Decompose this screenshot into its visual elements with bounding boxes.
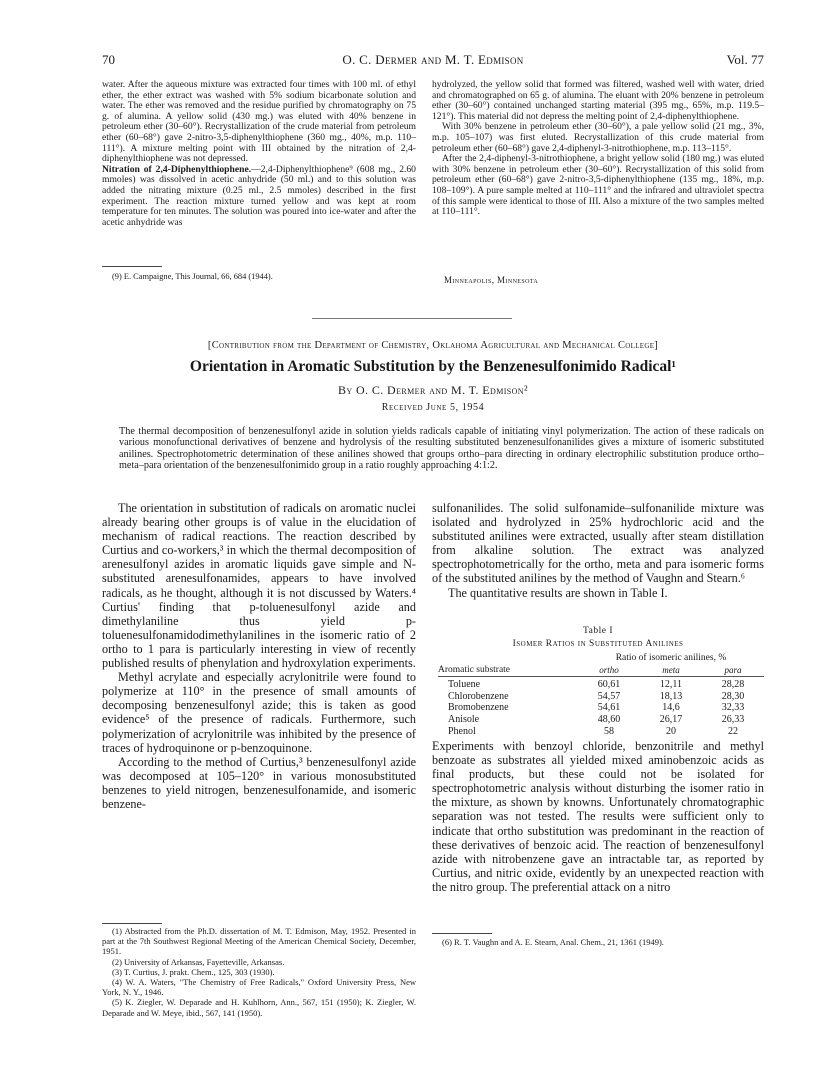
table-header-meta: meta — [662, 664, 680, 675]
paragraph: The orientation in substitution of radicals on aromatic nuclei already bearing other groups is of value in the elucidation of mechanism of radical reactions. The reaction described by Curtius and co-workers,³ in which the thermal decomposition of arenesulfonyl azides in aromatic liquids gave simple and N-substituted arenesulfonamides, appears to have involved radicals, as he thought, although it is not discussed by Waters.⁴ Curtius' finding that p-toluenesulfonyl azide and dimethylaniline thus yield p-toluenesulfonamidodimethylanilines in the isomeric ratio of 2 ortho to 1 para is particularly interesting in view of recently published results of phenylation and hydroxylation experiments. — [102, 501, 416, 671]
footnote: (3) T. Curtius, J. prakt. Chem., 125, 303 (1930). — [112, 966, 275, 977]
table-cell-meta: 18,13 — [659, 690, 683, 702]
running-header-authors: O. C. Dermer and M. T. Edmison — [342, 52, 524, 67]
paragraph: Experiments with benzoyl chloride, benzonitrile and methyl benzoate as substrates all yielded mixed aminobenzoic acids as final products, but these could not be isolated for spectrophotometric analysis without disturbing the isomer ratio in the mixture, as shown by knowns. Unfortunately chromatographic separation was not tested. The results were sufficient only to indicate that ortho substitution was predominant in the reaction of these derivatives of benzoic acid. The reaction of benzenesulfonyl azide with nitrobenzene gave an intractable tar, as reported by Curtius, and nitric oxide, evidently by an unexpected reaction with the nitro group. The preferential attack on a nitro — [432, 739, 764, 894]
paragraph: According to the method of Curtius,³ benzenesulfonyl azide was decomposed at 105–120° in various monosubstituted benzenes to yield nitrogen, benzenesulfonamide, and isomeric benzene- — [102, 754, 416, 811]
run-in-heading: Nitration of 2,4-Diphenylthiophene. — [102, 163, 252, 175]
byline: By O. C. Dermer and M. T. Edmison² — [338, 383, 528, 397]
isomer-ratio-table — [438, 653, 764, 737]
table-caption: Isomer Ratios in Substituted Anilines — [512, 639, 684, 649]
footnotes-left — [102, 926, 416, 1018]
table-cell-substrate: Anisole — [448, 713, 480, 725]
footnote: (5) K. Ziegler, W. Deparade and H. Kuhlhorn, Ann., 567, 151 (1950); K. Ziegler, W. Deparade and W. Meye, ibid., 567, 141 (1950). — [102, 997, 416, 1018]
table-cell-ortho: 58 — [603, 725, 614, 737]
paragraph: sulfonanilides. The solid sulfonamide–sulfonanilide mixture was isolated and hydrolyzed in 25% hydrochloric acid and the substituted anilines were extracted, usually after steam distillation from alkaline solution. The extract was analyzed spectrophotometrically for the ortho, meta and para isomeric forms of the substituted anilines by the method of Vaughn and Stearn.⁶ — [432, 501, 764, 586]
affiliation-place: Minneapolis, Minnesota — [444, 275, 539, 285]
table-cell-ortho: 54,61 — [597, 702, 621, 714]
abstract: The thermal decomposition of benzenesulfonyl azide in solution yields radicals capable of initiating vinyl polymerization. The action of these radicals on various monofunctional derivatives of benzene and hydrolysis of the resulting substituted benzenesulfonanilides gives a mixture of isomeric substituted anilines. Spectrophotometric determination of these anilines showed that groups ortho–para directing in ordinary electrophilic substitution produce ortho–meta–para orientation of the benzenesulfonimido group in a ratio roughly approaching 4:1:2. — [119, 426, 764, 472]
table-row — [438, 691, 764, 703]
table-cell-ortho: 54,57 — [597, 690, 621, 702]
table-cell-ortho: 60,61 — [597, 679, 621, 691]
footnote-rule — [102, 923, 162, 924]
footnote: (2) University of Arkansas, Fayetteville, Arkansas. — [112, 956, 285, 967]
table-cell-meta: 12,11 — [659, 679, 683, 691]
top-left-column — [102, 80, 416, 228]
volume-label: Vol. 77 — [726, 52, 764, 67]
top-right-column — [432, 80, 764, 218]
footnote: (1) Abstracted from the Ph.D. dissertation of M. T. Edmison, May, 1952. Presented in part at the 7th Southwest Regional Meeting of the American Chemical Society, December, 1951. — [102, 926, 416, 957]
main-right-column-continued — [432, 739, 764, 894]
article-title: Orientation in Aromatic Substitution by the Benzenesulfonimido Radical¹ — [189, 358, 677, 375]
footnote: (4) W. A. Waters, "The Chemistry of Free Radicals," Oxford University Press, New York, N. Y., 1946. — [102, 977, 416, 998]
footnote: (9) E. Campaigne, This Journal, 66, 684 (1944). — [112, 272, 273, 281]
table-cell-meta: 14,6 — [662, 702, 680, 714]
table-header-ortho: ortho — [599, 664, 619, 675]
table-header-cell — [438, 653, 578, 665]
paragraph: With 30% benzene in petroleum ether (30–60°), a pale yellow solid (21 mg., 3%, m.p. 105–107) was first eluted. Recrystallization of this crude material from petroleum ether (60–68°) gave 2,4-diphenyl-3-nitrothiophene, m.p. 113–115°. — [432, 121, 764, 154]
paragraph: After the 2,4-diphenyl-3-nitrothiophene, a bright yellow solid (180 mg.) was eluted with 30% benzene in petroleum ether (30–60°). Recrystallization of this solid from petroleum ether (60–68°) gave 2-nitro-3,5-diphenylthiophene (135 mg., 18%, m.p. 108–109°). A pure sample melted at 110–111° and the infrared and ultraviolet spectra of this sample were identical to those of III. Also a mixture of the two samples melted at 110–111°. — [432, 153, 764, 218]
contribution-line: [Contribution from the Department of Chemistry, Oklahoma Agricultural and Mechanical College] — [207, 340, 659, 351]
section-separator — [312, 318, 512, 319]
table-cell-substrate: Chlorobenzene — [448, 690, 509, 702]
paragraph-text: —2,4-Diphenylthiophene⁹ (608 mg., 2.60 mmoles) was dissolved in acetic anhydride (50 ml.) and to this solution was added the nitrating mixture (0.25 ml., 2.5 mmoles) described in the first experiment. The reaction mixture turned yellow and was kept at room temperature for ten minutes. The solution was poured into ice-water and after the acetic anhydride was — [102, 163, 416, 228]
table-row — [438, 679, 764, 691]
table-cell-para: 26,33 — [721, 713, 745, 725]
table-group-header: Ratio of isomeric anilines, % — [615, 653, 727, 663]
main-right-column — [432, 501, 764, 600]
page-number: 70 — [102, 52, 115, 67]
table-cell-para: 28,28 — [721, 679, 745, 691]
table-cell-ortho: 48,60 — [597, 713, 621, 725]
paragraph: water. After the aqueous mixture was extracted four times with 100 ml. of ethyl ether, the ether extract was washed with 5% sodium bicarbonate solution and water. The ether was removed and the residue purified by chromatography on 75 g. of alumina. A yellow solid (430 mg.) was eluted with 40% benzene in petroleum ether (30–60°). Recrystallization of the crude material from petroleum ether (60–68°) gave 2-nitro-3,5-diphenylthiophene (360 mg., 40%, m.p. 110–111°). A mixture melting point with III obtained by the nitration of 2,4-diphenylthiophene was not depressed. — [102, 79, 416, 165]
paragraph: hydrolyzed, the yellow solid that formed was filtered, washed well with water, dried and chromatographed on 65 g. of alumina. The eluant with 20% benzene in petroleum ether (30–60°) contained unchanged starting material (395 mg., 65%, m.p. 119.5–121°). This material did not depress the melting point of 2,4-diphenylthiophene. — [432, 79, 764, 122]
table-label: Table I — [582, 626, 613, 636]
table-cell-substrate: Toluene — [448, 679, 481, 691]
main-left-column — [102, 501, 416, 811]
table-cell-substrate: Bromobenzene — [448, 702, 509, 714]
table-row — [438, 714, 764, 726]
footnotes-right — [432, 937, 764, 947]
table-cell-para: 32,33 — [721, 702, 745, 714]
paragraph: The quantitative results are shown in Table I. — [448, 585, 668, 600]
table-row — [438, 702, 764, 714]
table-cell-substrate: Phenol — [448, 725, 476, 737]
table-cell-para: 22 — [727, 725, 738, 737]
running-header — [102, 52, 764, 68]
table-header-para: para — [724, 664, 742, 675]
paragraph: Methyl acrylate and especially acrylonitrile were found to polymerize at 110° in the presence of small amounts of decomposing benzenesulfonyl azide; this is taken as good evidence⁵ of the presence of radicals. Furthermore, such polymerization of acrylonitrile was inhibited by the presence of traces of hydroquinone or p-benzoquinone. — [102, 670, 416, 755]
table-cell-para: 28,30 — [721, 690, 745, 702]
footnote: (6) R. T. Vaughn and A. E. Stearn, Anal. Chem., 21, 1361 (1949). — [442, 937, 664, 947]
footnote-rule — [432, 933, 492, 934]
table-cell-meta: 26,17 — [659, 713, 683, 725]
table-row — [438, 726, 764, 738]
table-header-substrate: Aromatic substrate — [438, 664, 511, 675]
table-cell-meta: 20 — [665, 725, 676, 737]
footnote-rule — [102, 266, 162, 267]
received-date: Received June 5, 1954 — [381, 402, 485, 413]
